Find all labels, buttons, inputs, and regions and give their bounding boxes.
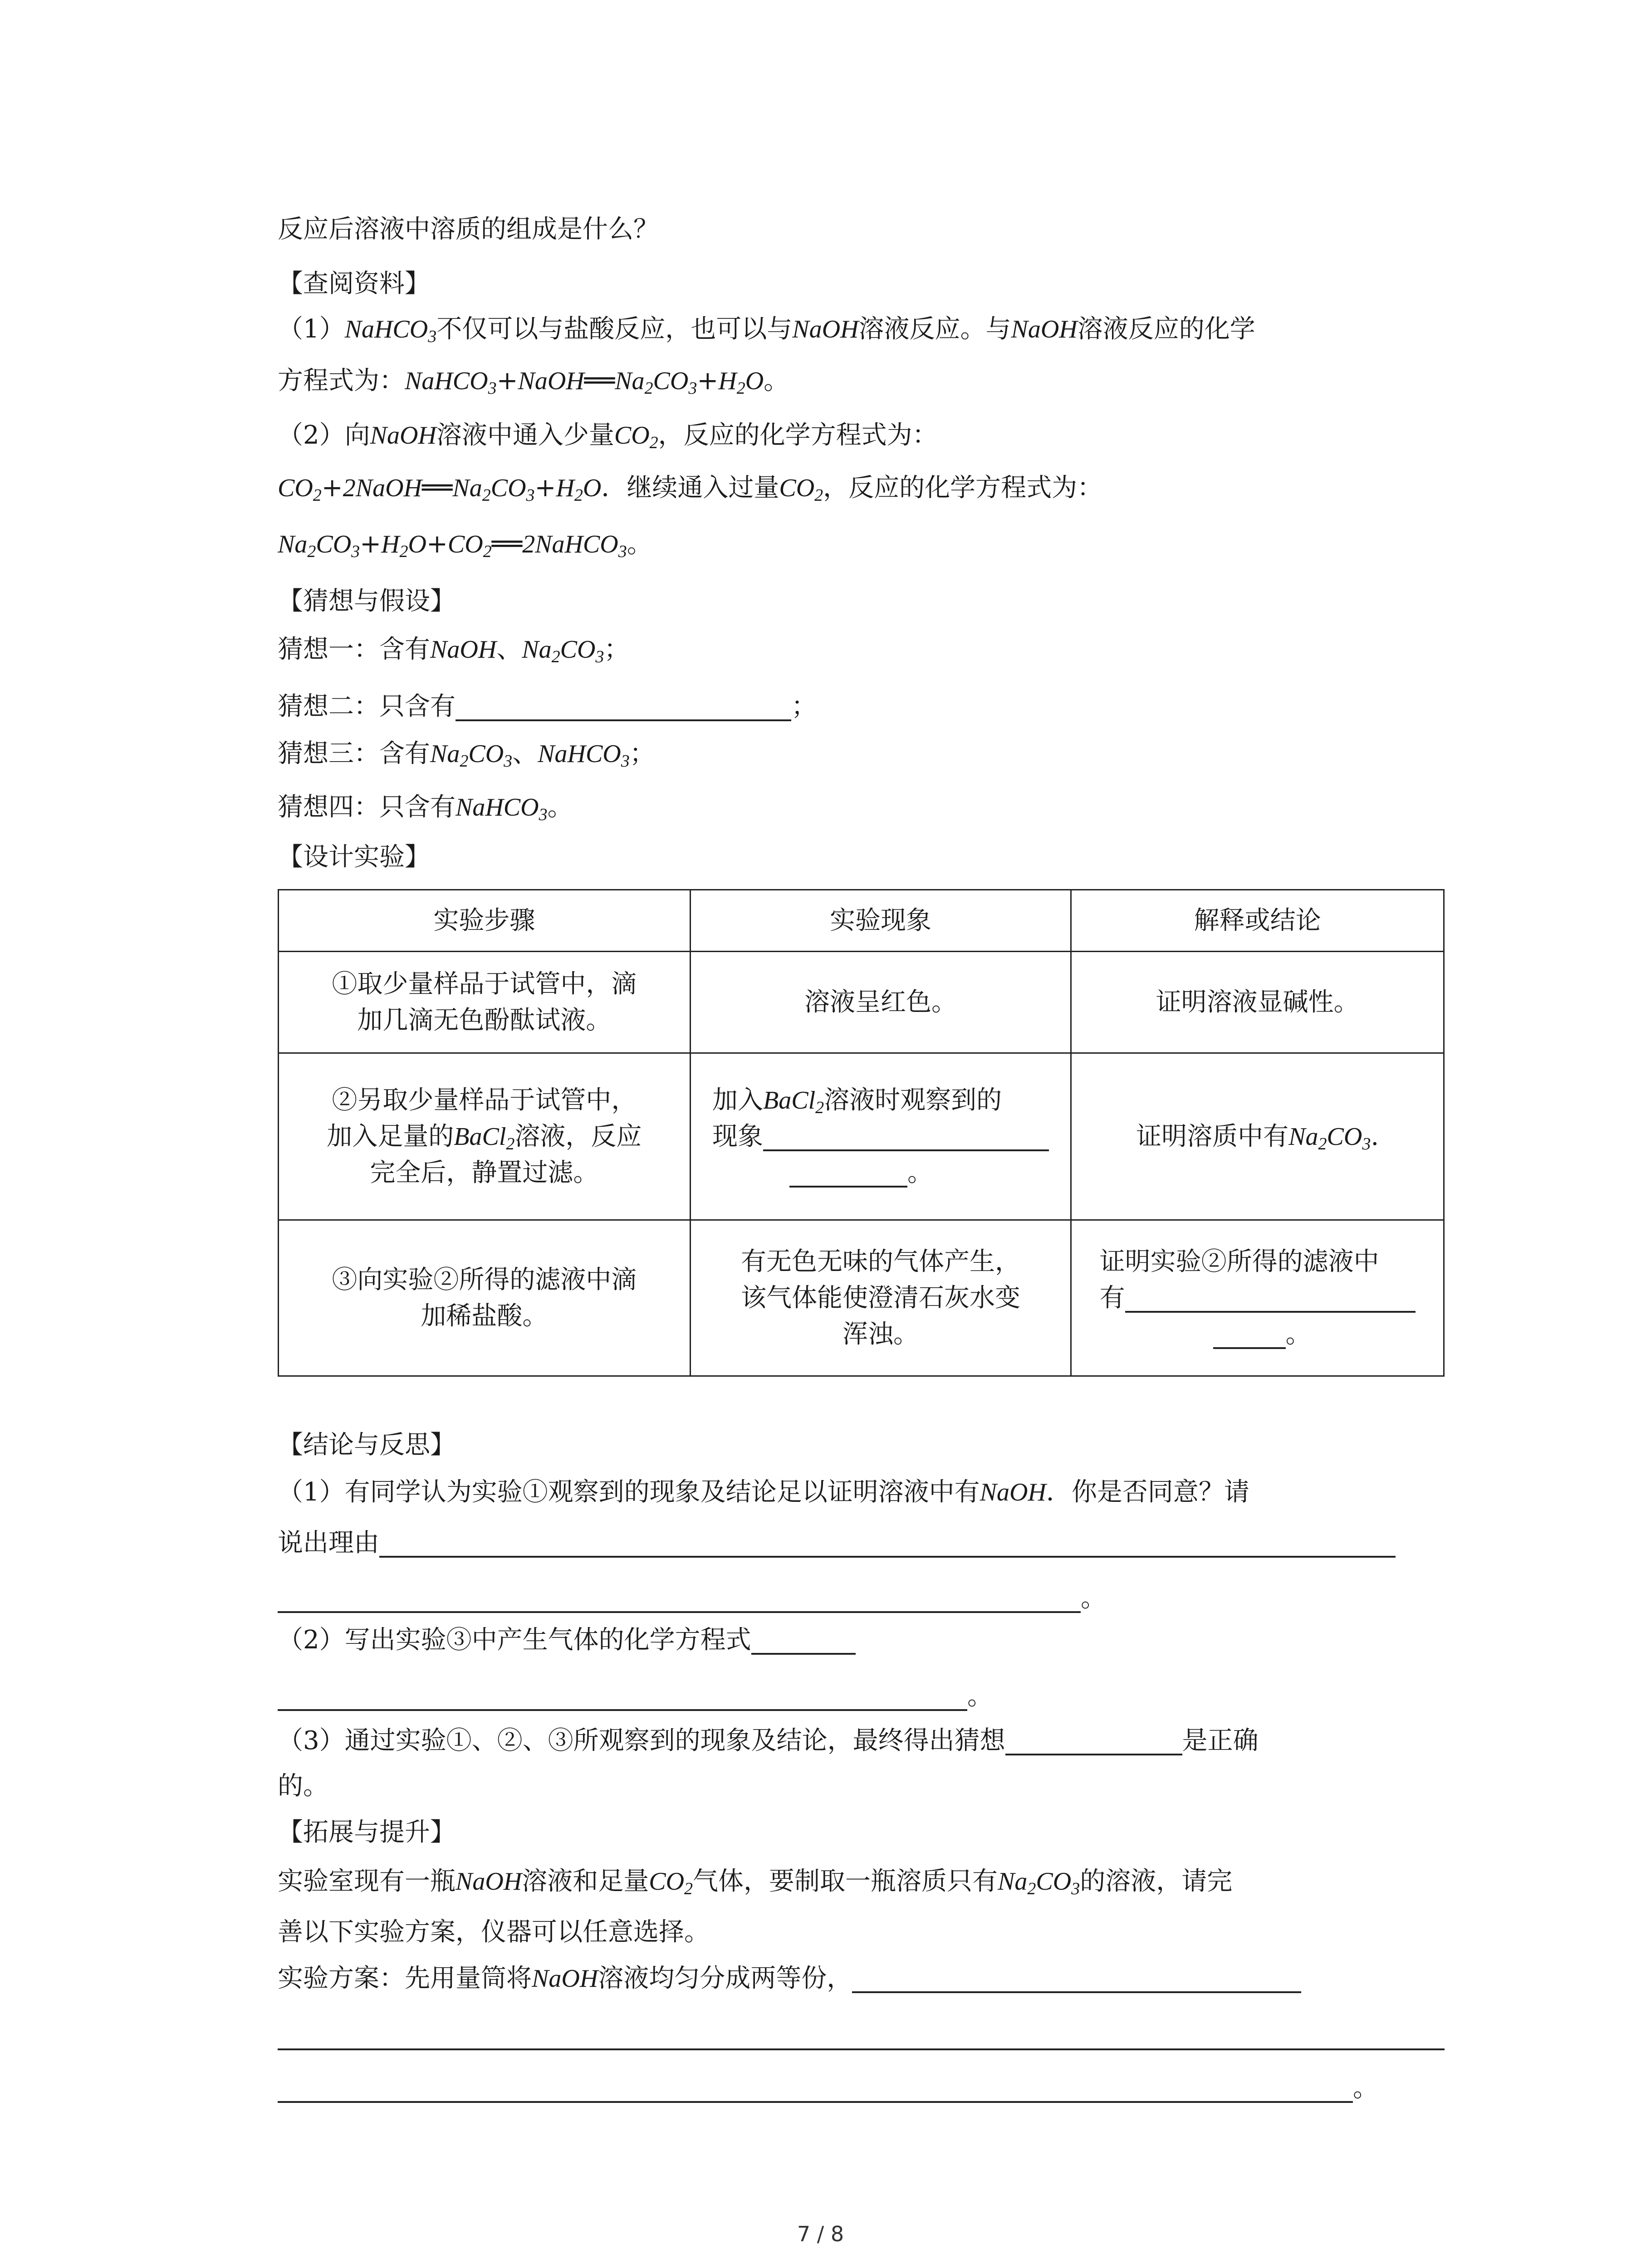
conclusion-q1-line-1: （1）有同学认为实验①观察到的现象及结论足以证明溶液中有NaOH．你是否同意？请 xyxy=(278,1477,1249,1507)
q3-hypothesis-blank[interactable] xyxy=(1005,1726,1182,1755)
header-conclusion: 解释或结论 xyxy=(1071,890,1444,952)
reference-item-1-line-2: 方程式为：$NaHCO_3+NaOH══Na_2CO_3+H_2O$。 xyxy=(278,366,789,398)
conclusion-q3-line-1: （3）通过实验①、②、③所观察到的现象及结论，最终得出猜想 是正确 xyxy=(278,1726,1259,1755)
q2-equation-blank-cont[interactable] xyxy=(278,1682,967,1711)
conclusion-heading: 【结论与反思】 xyxy=(278,1430,456,1460)
conclusion-q1-line-3: 。 xyxy=(278,1580,1106,1617)
header-step: 实验步骤 xyxy=(279,890,691,952)
hypothesis-1: 猜想一：含有NaOH、$Na_2CO_3$； xyxy=(278,635,630,666)
table-row xyxy=(279,952,1444,1053)
extension-line-3: 实验方案：先用量筒将NaOH溶液均匀分成两等份， xyxy=(278,1960,1301,1997)
row2-observation-blank[interactable] xyxy=(763,1122,1049,1151)
extension-plan-blank-cont[interactable] xyxy=(278,2021,1445,2050)
table-row xyxy=(279,1220,1444,1376)
conclusion-q1-line-2: 说出理由 xyxy=(278,1525,1396,1561)
hypothesis-3: 猜想三：含有$Na_2CO_3$、NaHCO$_3$； xyxy=(278,739,655,771)
table-row xyxy=(279,1053,1444,1220)
conclusion-q2-line-1: （2）写出实验③中产生气体的化学方程式 xyxy=(278,1622,856,1658)
extension-plan-blank-end[interactable] xyxy=(278,2074,1353,2103)
q1-reason-blank-cont[interactable] xyxy=(278,1584,1081,1613)
reference-item-1-line-1: （1）NaHCO$_3$不仅可以与盐酸反应，也可以与NaOH溶液反应。与NaOH溶液反应的化学 xyxy=(278,314,1255,346)
question-intro: 反应后溶液中溶质的组成是什么？ xyxy=(278,215,659,244)
extension-plan-blank[interactable] xyxy=(852,1964,1301,1993)
reference-item-2-line-2: $CO_2+2NaOH══Na_2CO_3+H_2O$．继续通入过量$CO_2$，反应的化学方程式为： xyxy=(278,473,1103,505)
hypothesis-2: 猜想二：只含有 ； xyxy=(278,692,817,721)
hypothesis-heading: 【猜想与假设】 xyxy=(278,587,456,616)
reference-item-2-line-1: （2）向NaOH溶液中通入少量$CO_2$，反应的化学方程式为： xyxy=(278,420,938,452)
row1-step: ①取少量样品于试管中，滴 加几滴无色酚酞试液。 xyxy=(279,952,691,1053)
extension-line-5: 。 xyxy=(278,2070,1378,2107)
extension-line-4 xyxy=(278,2018,1445,2054)
q1-reason-blank[interactable] xyxy=(379,1529,1396,1558)
design-heading: 【设计实验】 xyxy=(278,842,430,872)
row2-observation: 加入BaCl$_2$溶液时观察到的 现象 。 xyxy=(690,1053,1071,1220)
extension-line-1: 实验室现有一瓶NaOH溶液和足量$CO_2$气体，要制取一瓶溶质只有$Na_2CO_3$的溶液，请完 xyxy=(278,1867,1233,1898)
hypothesis-2-blank[interactable] xyxy=(456,692,791,721)
row2-step: ②另取少量样品于试管中， 加入足量的BaCl$_2$溶液，反应 完全后，静置过滤。 xyxy=(279,1053,691,1220)
q2-equation-blank[interactable] xyxy=(751,1626,856,1655)
table-header-row xyxy=(279,890,1444,952)
references-heading: 【查阅资料】 xyxy=(278,269,430,298)
row3-observation: 有无色无味的气体产生， 该气体能使澄清石灰水变 浑浊。 xyxy=(690,1220,1071,1376)
row3-conclusion-blank-cont[interactable] xyxy=(1213,1320,1286,1349)
extension-line-2: 善以下实验方案，仪器可以任意选择。 xyxy=(278,1917,710,1947)
row2-conclusion: 证明溶质中有$Na_2CO_3$. xyxy=(1071,1053,1444,1220)
hypothesis-4: 猜想四：只含有NaHCO$_3$。 xyxy=(278,792,573,824)
conclusion-q3-line-2: 的。 xyxy=(278,1771,328,1801)
reference-item-2-line-3: $Na_2CO_3+H_2O+CO_2══2NaHCO_3$。 xyxy=(278,529,652,561)
experiment-table xyxy=(278,889,1445,1377)
page-number: 7 / 8 xyxy=(797,2222,844,2246)
row3-step: ③向实验②所得的滤液中滴 加稀盐酸。 xyxy=(279,1220,691,1376)
header-observation: 实验现象 xyxy=(690,890,1071,952)
row3-conclusion: 证明实验②所得的滤液中 有 。 xyxy=(1071,1220,1444,1376)
row2-observation-blank-cont[interactable] xyxy=(789,1158,907,1188)
conclusion-q2-line-2: 。 xyxy=(278,1678,993,1715)
row1-observation: 溶液呈红色。 xyxy=(690,952,1071,1053)
row1-conclusion: 证明溶液显碱性。 xyxy=(1071,952,1444,1053)
row3-conclusion-blank[interactable] xyxy=(1125,1284,1416,1313)
extension-heading: 【拓展与提升】 xyxy=(278,1818,456,1847)
